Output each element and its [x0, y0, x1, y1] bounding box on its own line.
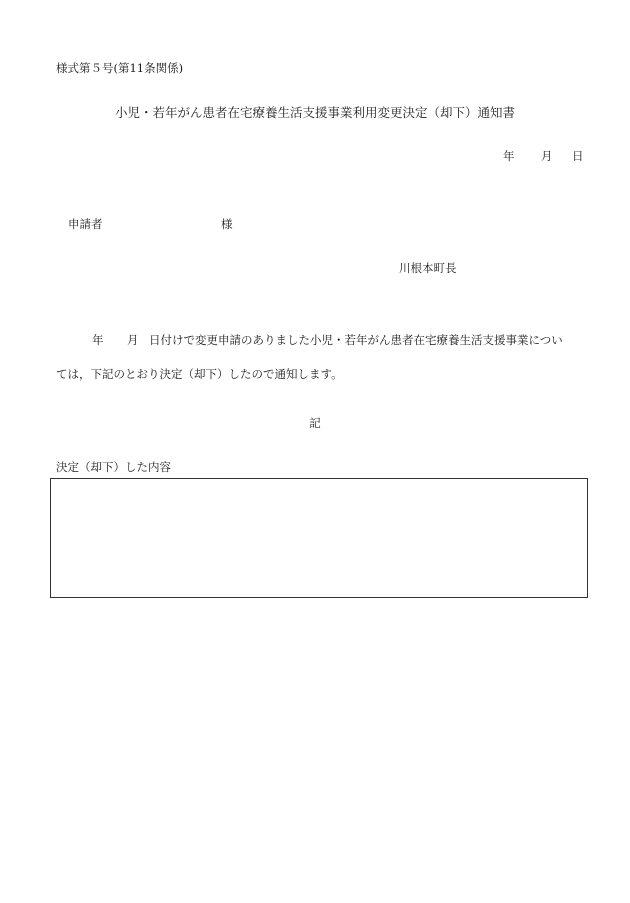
applicant-honorific: 様 [221, 217, 233, 231]
form-number: 様式第５号(第11条関係) [56, 61, 184, 75]
date-day-label: 日 [572, 149, 584, 163]
body-month-label: 月 [127, 333, 139, 347]
decision-content-box [50, 478, 588, 598]
date-year-label: 年 [503, 149, 515, 163]
applicant-label: 申請者 [68, 217, 103, 231]
ki-heading: 記 [309, 416, 321, 430]
content-label: 決定（却下）した内容 [56, 460, 171, 474]
body-line-1: 日付けで変更申請のありました小児・若年がん患者在宅療養生活支援事業につい [149, 333, 563, 347]
body-year-label: 年 [92, 333, 104, 347]
body-line-2: ては，下記のとおり決定（却下）したので通知します。 [56, 367, 343, 381]
issuer-name: 川根本町長 [399, 261, 457, 275]
date-month-label: 月 [541, 149, 553, 163]
document-title: 小児・若年がん患者在宅療養生活支援事業利用変更決定（却下）通知書 [114, 105, 515, 120]
